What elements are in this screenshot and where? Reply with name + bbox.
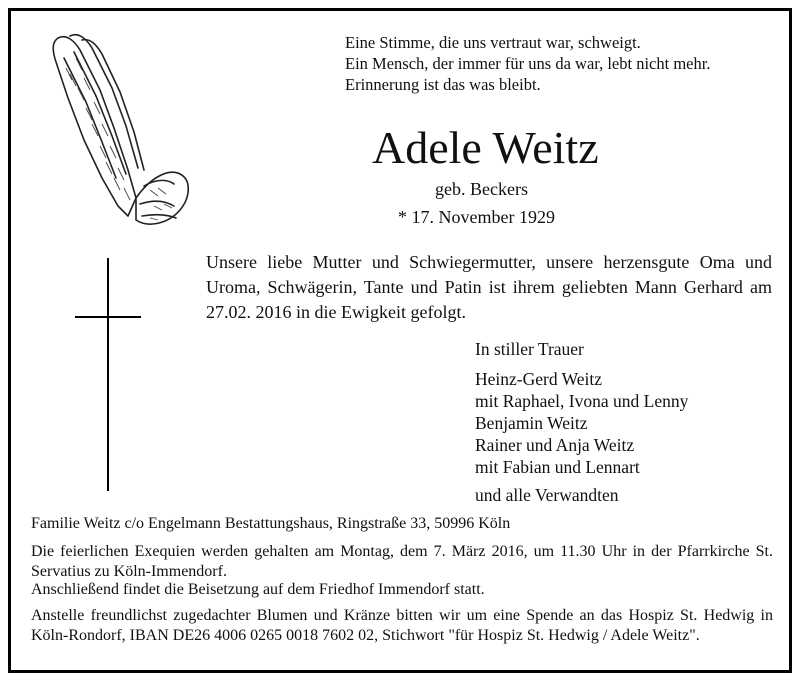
mourner-name: Heinz-Gerd Weitz — [475, 369, 603, 389]
mourning-closing: und alle Verwandten — [475, 485, 619, 505]
mourning-heading: In stiller Trauer — [475, 339, 584, 359]
funeral-home-address: Familie Weitz c/o Engelmann Bestattungshaus, Ringstraße 33, 50996 Köln — [31, 515, 511, 532]
cross-horizontal-bar — [75, 316, 141, 318]
mourner-name: Benjamin Weitz — [475, 413, 588, 433]
mourners-block — [475, 338, 688, 506]
mourner-name: mit Fabian und Lennart — [475, 457, 640, 477]
birth-date: * 17. November 1929 — [398, 207, 555, 227]
burial-details: Anschließend findet die Beisetzung auf dem Friedhof Immendorf statt. — [31, 581, 485, 598]
quote-line: Ein Mensch, der immer für uns da war, lebt nicht mehr. — [345, 54, 711, 73]
mourner-name: mit Raphael, Ivona und Lenny — [475, 391, 689, 411]
death-announcement: Unsere liebe Mutter und Schwiegermutter, unsere herzensgute Oma und Uroma, Schwägerin, Tante und Patin ist ihrem geliebten Mann Gerhard am 27.02. 2016 in die Ewigkeit gefolgt. — [206, 252, 772, 322]
mourner-name: Rainer und Anja Weitz — [475, 435, 635, 455]
memorial-quote — [345, 32, 710, 95]
deceased-name: Adele Weitz — [372, 122, 599, 173]
quote-line: Erinnerung ist das was bleibt. — [345, 75, 541, 94]
spacer — [475, 360, 688, 368]
donation-request: Anstelle freundlichst zugedachter Blumen und Kränze bitten wir um eine Spende an das Hospiz St. Hedwig in Köln-Rondorf, IBAN DE26 4006 0265 0018 7602 02, Stichwort "für Hospiz St. Hedwig / Adele Weitz". — [31, 607, 773, 644]
maiden-name: geb. Beckers — [435, 179, 528, 199]
quote-line: Eine Stimme, die uns vertraut war, schweigt. — [345, 33, 641, 52]
praying-hands-icon — [40, 28, 200, 228]
service-details: Die feierlichen Exequien werden gehalten am Montag, dem 7. März 2016, um 11.30 Uhr in der Pfarrkirche St. Servatius zu Köln-Immendorf. — [31, 543, 773, 580]
cross-vertical-bar — [107, 258, 109, 491]
